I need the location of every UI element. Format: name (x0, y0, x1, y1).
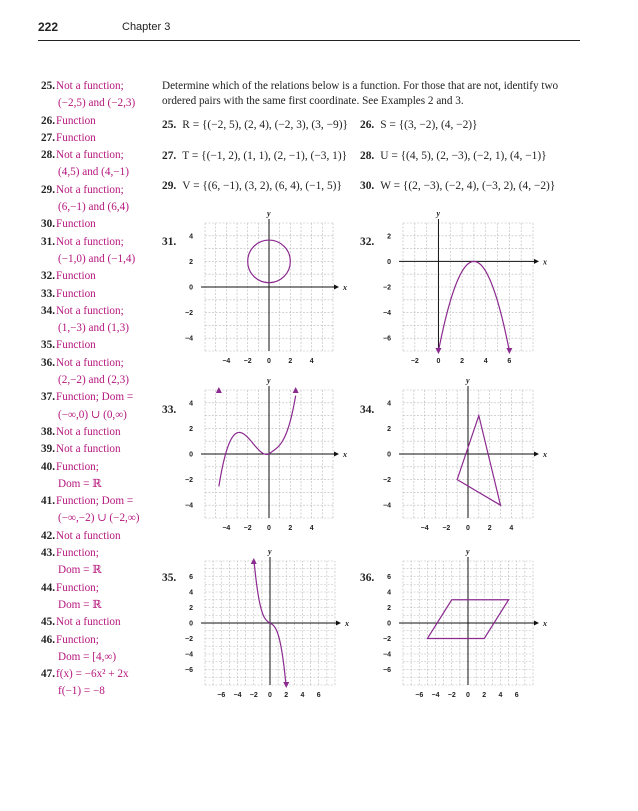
y-tick-label: 4 (189, 233, 193, 241)
x-tick-label: 6 (507, 358, 512, 365)
problem-30: 30. W = {(2, −3), (−2, 4), (−3, 2), (4, −2)} (360, 180, 556, 192)
problem-29: 29. V = {(6, −1), (3, 2), (6, 4), (−1, 5)} (162, 180, 342, 192)
answer-item (38, 113, 168, 130)
answer-detail (38, 597, 168, 614)
answer-text: Function (56, 270, 96, 283)
y-tick-label: 2 (387, 233, 391, 241)
answer-detail (38, 510, 168, 527)
x-tick-label: −2 (243, 525, 252, 532)
y-axis-label: y (267, 376, 271, 385)
x-tick-label: −4 (222, 358, 231, 365)
instructions: Determine which of the relations below is a function. For those that are not, identify two ordered pairs with the same first coordinate. See Examples 2 and 3. (162, 80, 559, 107)
answer-text: Function (56, 218, 96, 231)
answer-key-column (38, 78, 168, 701)
graph-35 (175, 547, 350, 713)
y-tick-label: 0 (387, 258, 391, 266)
x-tick-label: −6 (415, 692, 424, 699)
answer-item (38, 545, 168, 562)
x-tick-label: −2 (243, 358, 252, 365)
answer-item (38, 528, 168, 545)
answer-item (38, 459, 168, 476)
answer-text: Not a function (56, 425, 121, 438)
x-tick-label: −2 (249, 692, 258, 699)
y-tick-label: 0 (387, 451, 391, 459)
answer-number: 35. (41, 339, 55, 352)
y-tick-label: −4 (383, 651, 391, 659)
answer-detail (38, 683, 168, 700)
answer-number: 25. (41, 80, 55, 92)
graph-31 (175, 209, 350, 380)
y-tick-label: −2 (383, 284, 391, 292)
x-tick-label: 2 (482, 692, 487, 699)
y-tick-label: −4 (185, 335, 193, 343)
graph-36-label: 36. (360, 572, 375, 584)
answer-text: f(x) = −6x² + 2x (56, 668, 129, 681)
y-tick-label: −2 (185, 636, 193, 643)
y-tick-label: −4 (185, 651, 193, 659)
graph-32-label: 32. (360, 236, 375, 248)
y-tick-label: −6 (383, 335, 391, 343)
x-tick-label: −4 (222, 525, 231, 532)
answer-number: 42. (41, 529, 55, 542)
x-tick-label: 2 (284, 692, 289, 699)
answer-item (38, 493, 168, 510)
answer-text: Dom = ℝ (58, 598, 102, 611)
y-axis-label: y (466, 376, 470, 385)
x-axis-arrow (534, 621, 539, 626)
x-axis-arrow (334, 285, 339, 290)
answer-item (38, 147, 168, 164)
answer-detail (38, 95, 168, 112)
page-header (38, 18, 580, 41)
y-axis-label: y (267, 209, 271, 218)
graph-31-label: 31. (162, 236, 177, 248)
answer-detail (38, 476, 168, 493)
answer-text: Function; (56, 581, 99, 594)
graph-34-label: 34. (360, 404, 375, 416)
curve-arrow (283, 682, 289, 688)
answer-text: (−1,0) and (−1,4) (58, 252, 136, 265)
x-tick-label: 4 (309, 358, 314, 365)
grid (403, 223, 533, 351)
x-tick-label: 0 (268, 692, 272, 699)
answer-detail (38, 407, 168, 424)
x-axis-arrow (534, 259, 539, 264)
answer-text: Dom = [4,∞) (58, 650, 117, 663)
answer-number: 29. (41, 183, 55, 196)
answer-text: Function (56, 131, 96, 144)
y-tick-label: −2 (383, 477, 391, 485)
answer-number: 37. (41, 391, 55, 404)
answer-number: 32. (41, 270, 55, 283)
x-tick-label: 4 (483, 358, 488, 365)
answer-text: Not a function; (56, 183, 124, 196)
graph-33 (175, 376, 350, 547)
answer-text: Not a function; (56, 80, 124, 92)
relation-curve (219, 396, 296, 487)
answer-text: Not a function (56, 616, 121, 629)
y-tick-label: 4 (387, 400, 391, 408)
answer-item (38, 424, 168, 441)
answer-number: 28. (41, 149, 55, 162)
answer-text: (1,−3) and (1,3) (58, 322, 129, 335)
x-tick-label: −4 (420, 525, 429, 532)
answer-item (38, 441, 168, 458)
y-tick-label: 4 (189, 400, 193, 408)
y-axis-label: y (466, 547, 470, 556)
answer-text: Function (56, 287, 96, 300)
x-tick-label: −4 (233, 692, 242, 699)
y-tick-label: −2 (185, 310, 193, 318)
answer-number: 30. (41, 218, 55, 231)
x-axis-label: x (343, 283, 347, 292)
y-axis-label: y (436, 209, 441, 218)
x-tick-label: −2 (442, 525, 451, 532)
x-axis-label: x (543, 619, 547, 628)
answer-text: Function; (56, 460, 99, 473)
answer-detail (38, 649, 168, 666)
answer-text: Dom = ℝ (58, 564, 102, 577)
answer-item (38, 216, 168, 233)
answer-detail (38, 164, 168, 181)
x-tick-label: 0 (267, 358, 271, 365)
answer-detail (38, 562, 168, 579)
answer-number: 27. (41, 131, 55, 144)
answer-item (38, 78, 168, 95)
answer-number: 26. (41, 114, 55, 127)
y-tick-label: 0 (189, 620, 193, 628)
answer-number: 47. (41, 668, 55, 681)
answer-text: (4,5) and (4,−1) (58, 166, 129, 179)
x-tick-label: 0 (436, 358, 441, 365)
x-axis-label: x (543, 450, 547, 459)
answer-text: Not a function (56, 443, 121, 456)
answer-item (38, 580, 168, 597)
y-tick-label: −4 (185, 502, 193, 510)
x-axis-arrow (336, 621, 341, 626)
y-tick-label: 0 (189, 284, 193, 292)
answer-detail (38, 372, 168, 389)
answer-item (38, 337, 168, 354)
answer-item (38, 303, 168, 320)
answer-number: 39. (41, 443, 55, 456)
y-tick-label: −6 (383, 667, 391, 674)
answer-number: 33. (41, 287, 55, 300)
answer-number: 45. (41, 616, 55, 629)
answer-detail (38, 320, 168, 337)
x-tick-label: 4 (309, 525, 314, 532)
y-tick-label: 2 (387, 425, 391, 433)
answer-text: Function; Dom = (56, 391, 134, 404)
y-tick-label: 6 (189, 574, 193, 581)
graph-36 (375, 547, 550, 713)
x-tick-label: 6 (316, 692, 321, 699)
answer-text: (−∞,0) ∪ (0,∞) (58, 408, 127, 421)
answer-number: 34. (41, 304, 55, 317)
answer-text: (6,−1) and (6,4) (58, 201, 129, 214)
graph-34 (375, 376, 550, 547)
x-tick-label: 0 (466, 525, 470, 532)
answer-number: 31. (41, 235, 55, 248)
x-tick-label: 2 (487, 525, 492, 532)
x-axis-label: x (345, 619, 349, 628)
x-tick-label: 4 (498, 692, 503, 699)
x-tick-label: 6 (514, 692, 519, 699)
y-tick-label: −2 (185, 477, 193, 485)
answer-item (38, 389, 168, 406)
answer-item (38, 666, 168, 683)
x-tick-label: −2 (447, 692, 456, 699)
graph-32 (375, 209, 550, 380)
answer-number: 46. (41, 633, 55, 646)
answer-item (38, 130, 168, 147)
graph-33-label: 33. (162, 404, 177, 416)
x-tick-label: 4 (509, 525, 514, 532)
y-tick-label: 2 (189, 605, 193, 612)
answer-text: (−2,5) and (−2,3) (58, 97, 136, 110)
answer-item (38, 632, 168, 649)
answer-number: 36. (41, 356, 55, 369)
answer-text: Not a function; (56, 304, 124, 317)
x-tick-label: 4 (300, 692, 305, 699)
graph-35-label: 35. (162, 572, 177, 584)
answer-text: Function; Dom = (56, 495, 134, 508)
y-tick-label: 6 (387, 574, 391, 581)
problem-28: 28. U = {(4, 5), (2, −3), (−2, 1), (4, −1)} (360, 150, 547, 162)
x-tick-label: 2 (288, 358, 293, 365)
answer-text: Function (56, 114, 96, 127)
answer-item (38, 268, 168, 285)
y-tick-label: −4 (383, 502, 391, 510)
problem-27: 27. T = {(−1, 2), (1, 1), (2, −1), (−3, 1)} (162, 150, 348, 162)
page-number: 222 (38, 20, 59, 34)
answer-number: 38. (41, 425, 55, 438)
x-tick-label: 0 (466, 692, 470, 699)
answer-text: Function; (56, 547, 99, 560)
relation-curve (438, 261, 509, 351)
answer-text: Not a function (56, 529, 121, 542)
curve-arrow (506, 348, 512, 354)
y-tick-label: 4 (189, 589, 193, 597)
answer-number: 40. (41, 460, 55, 473)
answer-number: 43. (41, 547, 55, 560)
x-axis-label: x (343, 450, 347, 459)
answer-item (38, 234, 168, 251)
x-tick-label: −4 (431, 692, 440, 699)
x-tick-label: −2 (410, 358, 419, 365)
x-tick-label: −6 (217, 692, 226, 699)
answer-text: Not a function; (56, 149, 124, 162)
answer-item (38, 355, 168, 372)
y-tick-label: −4 (383, 310, 391, 318)
answer-detail (38, 199, 168, 216)
problem-25: 25. R = {(−2, 5), (2, 4), (−2, 3), (3, −9)} (162, 119, 348, 131)
answer-text: (2,−2) and (2,3) (58, 374, 129, 387)
y-tick-label: 4 (387, 589, 391, 597)
answer-item (38, 182, 168, 199)
answer-text: Function (56, 339, 96, 352)
answer-text: Not a function; (56, 356, 124, 369)
y-tick-label: −6 (185, 667, 193, 674)
x-tick-label: 2 (288, 525, 293, 532)
answer-number: 41. (41, 495, 55, 508)
answer-text: f(−1) = −8 (58, 685, 105, 698)
x-tick-label: 0 (267, 525, 271, 532)
answer-text: Function; (56, 633, 99, 646)
y-tick-label: 2 (189, 425, 193, 433)
y-tick-label: 2 (189, 258, 193, 266)
x-axis-label: x (543, 257, 547, 267)
answer-item (38, 614, 168, 631)
problem-26: 26. S = {(3, −2), (4, −2)} (360, 119, 478, 131)
answer-detail (38, 251, 168, 268)
y-tick-label: 0 (189, 451, 193, 459)
y-tick-label: −2 (383, 636, 391, 643)
chapter-title: Chapter 3 (122, 21, 171, 33)
x-axis-arrow (534, 452, 539, 457)
answer-number: 44. (41, 581, 55, 594)
answer-text: Dom = ℝ (58, 477, 102, 490)
x-tick-label: 2 (460, 358, 465, 365)
answer-text: Not a function; (56, 235, 124, 248)
answer-item (38, 286, 168, 303)
x-axis-arrow (334, 452, 339, 457)
y-tick-label: 2 (387, 605, 391, 612)
y-axis-label: y (268, 547, 272, 556)
y-tick-label: 0 (387, 620, 391, 628)
answer-text: (−∞,−2) ∪ (−2,∞) (58, 512, 140, 525)
